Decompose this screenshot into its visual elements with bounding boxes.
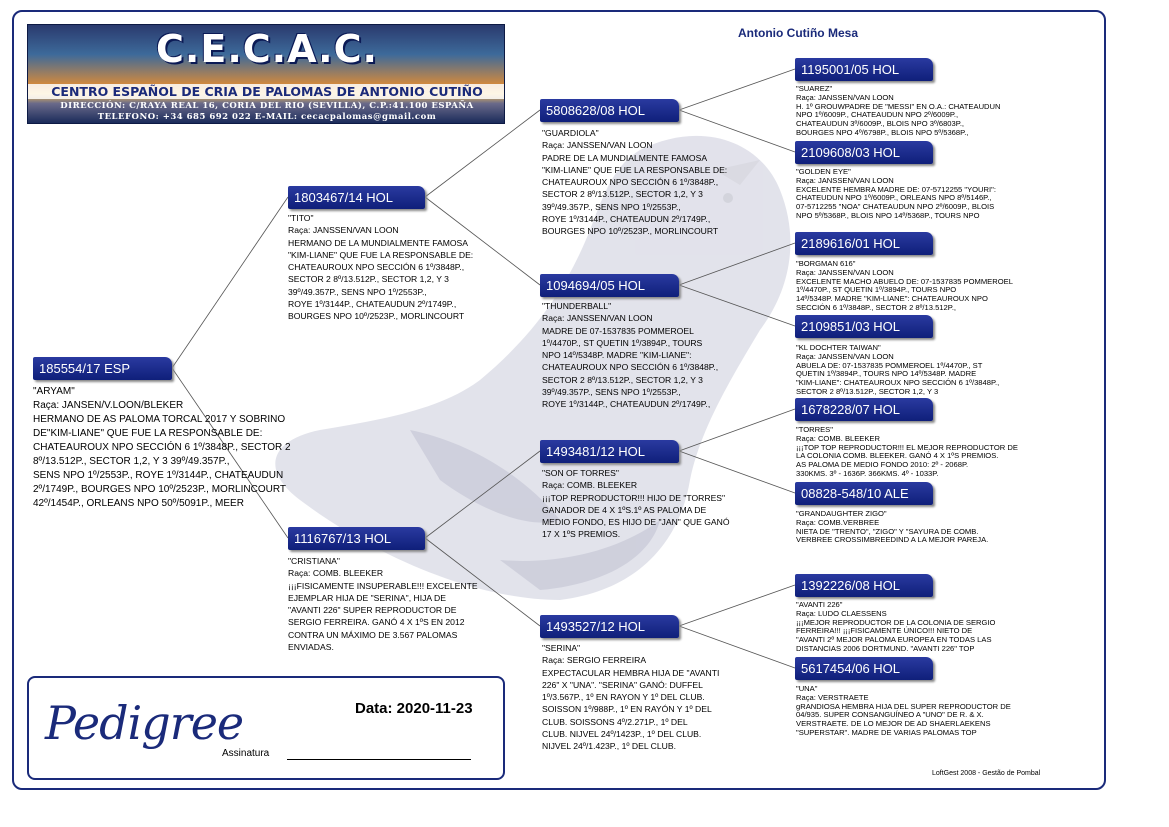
info-line: ROYE 1º/3144P., CHATEAUDUN 2º/1749P., (542, 399, 711, 410)
info-line: 17 X 1ºS PREMIOS. (542, 529, 621, 540)
info-line: "SON OF TORRES" (542, 468, 619, 478)
info-line: Raça: JANSSEN/VAN LOON (542, 313, 653, 324)
info-line: Raça: JANSSEN/VAN LOON (542, 140, 653, 151)
signature-line[interactable] (287, 759, 471, 760)
pigeon-info-dss (796, 426, 1018, 479)
pigeon-ring-sds[interactable]: 2189616/01 HOL (795, 232, 933, 255)
info-line: "THUNDERBALL" (542, 301, 612, 311)
info-line: CLUB. SOISSONS 4º/2.271P., 1º DEL (542, 716, 688, 727)
info-line: 04/935. SUPER CONSANGUÍNEO A "UNO" DE R. & X. (796, 710, 984, 720)
info-line: NIETA DE "TRENTO", "ZIGO" Y "SAYURA DE COMB. (796, 526, 979, 536)
info-line: EXPECTACULAR HEMBRA HIJA DE "AVANTI (542, 667, 720, 678)
info-line: SENS NPO 1º/2553P., ROYE 1º/3144P., CHATEAUDUN (33, 470, 284, 481)
pigeon-info-sd (542, 300, 718, 411)
info-line: CHATEAUROUX NPO SECCIÓN 6 1º/3848P., (542, 362, 719, 373)
info-line: "TORRES" (796, 425, 833, 434)
info-line: SERGIO FERREIRA. GANÓ 4 X 1ºS EN 2012 (288, 617, 465, 628)
pigeon-info-sire (288, 212, 473, 323)
info-line: "SERINA" (542, 643, 581, 653)
pigeon-ring-sss[interactable]: 1195001/05 HOL (795, 58, 933, 81)
banner-subtitle: CENTRO ESPAÑOL DE CRIA DE PALOMAS DE ANTONIO CUTIÑO (28, 84, 505, 99)
info-line: "KIM-LIANE" QUE FUE LA RESPONSABLE DE: (288, 249, 474, 260)
info-line: ¡¡¡FISICAMENTE INSUPERABLE!!! EXCELENTE (288, 580, 478, 591)
info-line: CHATEAUDUN 3º/6009P., BLOIS NPO 3º/6803P., (796, 119, 965, 129)
info-line: Raça: JANSSEN/VAN LOON (796, 92, 894, 102)
info-line: gRANDIOSA HEMBRA HIJA DEL SUPER REPRODUCTOR DE (796, 701, 1011, 711)
info-line: ABUELA DE: 07-1537835 POMMEROEL 1º/4470P., ST (796, 360, 983, 370)
info-line: ¡¡¡TOP TOP REPRODUCTOR!!! EL MEJOR REPRODUCTOR DE (796, 442, 1018, 452)
pigeon-ring-ssd[interactable]: 2109608/03 HOL (795, 141, 933, 164)
info-line: "TITO" (288, 213, 314, 223)
info-line: SECTOR 2 8º/13.512P., SECTOR 1,2, Y 3 (542, 374, 703, 385)
info-line: NPO 1º/6009P., CHATEAUDUN NPO 2º/6009P., (796, 110, 959, 120)
info-line: BOURGES NPO 10º/2523P., MORLINCOURT (542, 226, 719, 237)
info-line: Raça: JANSSEN/VAN LOON (796, 351, 894, 361)
pigeon-ring-ss[interactable]: 5808628/08 HOL (540, 99, 679, 122)
pigeon-info-root (33, 385, 291, 511)
info-line: AS PALOMA DE MEDIO FONDO 2010: 2º - 2068P. (796, 460, 969, 470)
info-line: 2º/1749P., BOURGES NPO 10º/2523P., MORLINCOURT (33, 484, 286, 495)
pedigree-date: Data: 2020-11-23 (355, 700, 473, 717)
info-line: EXCELENTE MACHO ABUELO DE: 07-1537835 POMMEROEL (796, 276, 1013, 286)
info-line: Raça: JANSSEN/VAN LOON (796, 175, 894, 185)
pigeon-info-ds (542, 467, 730, 541)
pigeon-info-sdd (796, 344, 999, 397)
info-line: "SUAREZ" (796, 84, 833, 93)
info-line: ¡¡¡MEJOR REPRODUCTOR DE LA COLONIA DE SERGIO (796, 617, 996, 627)
pigeon-info-dam (288, 555, 478, 653)
pedigree-box (27, 676, 505, 780)
info-line: "SUPERSTAR". MADRE DE VARIAS PALOMAS TOP (796, 727, 977, 737)
info-line: "AVANTI 2º MEJOR PALOMA EUROPEA EN TODAS LAS (796, 635, 992, 645)
info-line: ¡¡¡TOP REPRODUCTOR!!! HIJO DE "TORRES" (542, 492, 726, 503)
info-line: BOURGES NPO 4º/6798P., BLOIS NPO 5º/5368P., (796, 127, 969, 137)
info-line: CHATEAUROUX NPO SECCIÓN 6 1º/3848P., SECTOR 2 (33, 442, 291, 453)
info-line: HERMANO DE AS PALOMA TORCAL 2017 Y SOBRINO (33, 414, 286, 425)
pedigree-logo: Pedigree (45, 696, 244, 750)
pigeon-ring-dds[interactable]: 1392226/08 HOL (795, 574, 933, 597)
pigeon-ring-ds[interactable]: 1493481/12 HOL (540, 440, 679, 463)
info-line: "AVANTI 226" SUPER REPRODUCTOR DE (288, 605, 457, 616)
info-line: 39º/49.357P., SENS NPO 1º/2553P., (542, 387, 681, 398)
info-line: Raça: LUDO CLAESSENS (796, 608, 887, 618)
info-line: ROYE 1º/3144P., CHATEAUDUN 2º/1749P., (288, 299, 457, 310)
pigeon-info-dds (796, 601, 995, 654)
pigeon-ring-root[interactable]: 185554/17 ESP (33, 357, 172, 380)
info-line: ENVIADAS. (288, 642, 334, 653)
info-line: VERSTRAETE. DE LO MEJOR DE AD SHAERLAEKENS (796, 719, 991, 729)
info-line: FERREIRA!!! ¡¡¡FISICAMENTE ÚNICO!!! NIETO DE (796, 626, 973, 636)
pigeon-ring-ddd[interactable]: 5617454/06 HOL (795, 657, 933, 680)
info-line: Raça: VERSTRAETE (796, 692, 869, 702)
info-line: NPO 14º/5348P. MADRE "KIM-LIANE": (542, 350, 692, 361)
info-line: 39º/49.357P., SENS NPO 1º/2553P., (288, 286, 427, 297)
pigeon-info-sds (796, 260, 1013, 313)
info-line: 07-5712255 "NOA" CHATEAUDUN NPO 2º/6009P., BLOIS (796, 202, 995, 212)
info-line: Raça: COMB. BLEEKER (796, 433, 880, 443)
info-line: BOURGES NPO 10º/2523P., MORLINCOURT (288, 311, 465, 322)
pigeon-info-ddd (796, 685, 1011, 738)
info-line: CHATEAUROUX NPO SECCIÓN 6 1º/3848P., (542, 177, 719, 188)
info-line: "KL DOCHTER TAIWAN" (796, 343, 881, 352)
pigeon-ring-sire[interactable]: 1803467/14 HOL (288, 186, 425, 209)
pigeon-ring-dd[interactable]: 1493527/12 HOL (540, 615, 679, 638)
info-line: Raça: COMB.VERBREE (796, 517, 880, 527)
info-line: SECTOR 2 8º/13.512P., SECTOR 1,2, Y 3 (288, 274, 449, 285)
info-line: "KIM-LIANE" QUE FUE LA RESPONSABLE DE: (542, 164, 728, 175)
pigeon-info-dsd (796, 510, 988, 545)
info-line: MEDIO FONDO, ES HIJO DE "JAN" QUE GANÓ (542, 517, 730, 528)
info-line: 226" X "UNA". "SERINA" GANÓ: DUFFEL (542, 679, 703, 690)
info-line: Raça: COMB. BLEEKER (542, 480, 638, 491)
pigeon-info-sss (796, 85, 1001, 138)
club-banner (27, 24, 505, 124)
info-line: SOISSON 1º/988P., 1º EN RAYÓN Y 1º DEL (542, 704, 712, 715)
info-line: 1º/4470P., ST QUETIN 1º/3894P., TOURS (542, 337, 703, 348)
pigeon-ring-sdd[interactable]: 2109851/03 HOL (795, 315, 933, 338)
info-line: NPO 5º/5368P., BLOIS NPO 14º/5368P., TOURS NPO (796, 210, 980, 220)
info-line: CHATEUDUN NPO 1º/6009P., ORLEANS NPO 8º/5146P., (796, 193, 992, 203)
info-line: EJEMPLAR HIJA DE "SERINA", HIJA DE (288, 592, 446, 603)
info-line: 42º/1454P., ORLEANS NPO 50º/5091P., MEER (33, 498, 244, 509)
info-line: "GRANDAUGHTER ZIGO" (796, 509, 887, 518)
pigeon-ring-sd[interactable]: 1094694/05 HOL (540, 274, 679, 297)
info-line: ROYE 1º/3144P., CHATEAUDUN 2º/1749P., (542, 214, 711, 225)
info-line: Raça: JANSEN/V.LOON/BLEKER (33, 400, 184, 411)
info-line: LA COLONIA COMB. BLEEKER. GANÓ 4 X 1ºS PREMIOS. (796, 451, 999, 461)
info-line: Raça: COMB. BLEEKER (288, 568, 384, 579)
owner-name: Antonio Cutiño Mesa (738, 26, 858, 40)
info-line: GANADOR DE 4 X 1ºS.1º AS PALOMA DE (542, 504, 707, 515)
info-line: CLUB. NIJVEL 24º/1423P., 1º DEL CLUB. (542, 729, 702, 740)
info-line: "GOLDEN EYE" (796, 167, 851, 176)
info-line: DISTANCIAS 2006 DORTMUND. "AVANTI 226" TOP (796, 643, 975, 653)
info-line: "KIM-LIANE": CHATEAUROUX NPO SECCIÓN 6 1º/3848P., (796, 378, 1000, 388)
info-line: HERMANO DE LA MUNDIALMENTE FAMOSA (288, 237, 469, 248)
info-line: "ARYAM" (33, 386, 75, 397)
banner-title: C.E.C.A.C. (156, 27, 378, 71)
pigeon-ring-dss[interactable]: 1678228/07 HOL (795, 398, 933, 421)
info-line: "CRISTIANA" (288, 556, 340, 566)
info-line: CONTRA UN MÁXIMO DE 3.567 PALOMAS (288, 629, 458, 640)
pigeon-info-ssd (796, 168, 996, 221)
info-line: "BORGMAN 616" (796, 259, 856, 268)
info-line: "GUARDIOLA" (542, 128, 599, 138)
pigeon-ring-dam[interactable]: 1116767/13 HOL (288, 527, 425, 550)
signature-label: Assinatura (222, 748, 270, 759)
info-line: 1º/3.567P., 1º EN RAYON Y 1º DEL CLUB. (542, 692, 705, 703)
info-line: DE"KIM-LIANE" QUE FUE LA RESPONSABLE DE: (33, 428, 263, 439)
info-line: 1º/4470P., ST QUETIN 1º/3894P., TOURS NPO (796, 285, 957, 295)
info-line: "UNA" (796, 684, 818, 693)
info-line: 8º/13.512P., SECTOR 1,2, Y 3 39º/49.357P., (33, 456, 230, 467)
info-line: EXCELENTE HEMBRA MADRE DE: 07-5712255 "YOURI": (796, 184, 996, 194)
info-line: Raça: JANSSEN/VAN LOON (796, 267, 894, 277)
info-line: Raça: SERGIO FERREIRA (542, 655, 647, 666)
pigeon-info-ss (542, 127, 727, 238)
info-line: SECTOR 2 8º/13.512P., SECTOR 1,2, Y 3 (542, 189, 703, 200)
banner-address: DIRECCIÓN: C/RAYA REAL 16, CORIA DEL RIO (SEVILLA), C.P.:41.100 ESPAÑA (60, 101, 474, 111)
info-line: Raça: JANSSEN/VAN LOON (288, 225, 399, 236)
info-line: "AVANTI 226" (796, 600, 843, 609)
info-line: 330KMS. 3º - 1636P. 366KMS. 4º - 1033P. (796, 468, 939, 478)
software-footer: LoftGest 2008 - Gestão de Pombal (932, 770, 1041, 777)
info-line: H. 1º GROUWPADRE DE "MESSI" EN O.A.: CHATEAUDUN (796, 101, 1001, 111)
info-line: PADRE DE LA MUNDIALMENTE FAMOSA (542, 152, 708, 163)
info-line: SECTOR 2 8º/13.512P., SECTOR 1,2, Y 3 (796, 386, 939, 396)
info-line: QUETIN 1º/3894P., TOURS NPO 14º/5348P. MADRE (796, 369, 977, 379)
pigeon-info-dd (542, 642, 719, 753)
banner-contact: TELEFONO: +34 685 692 022 E-MAIL: cecacpalomas@gmail.com (97, 112, 437, 122)
info-line: VERBREE CROSSIMBREEDIND A LA MEJOR PAREJA. (796, 535, 989, 545)
info-line: SECCIÓN 6 1º/3848P., SECTOR 2 8º/13.512P., (796, 302, 957, 312)
info-line: 39º/49.357P., SENS NPO 1º/2553P., (542, 201, 681, 212)
info-line: NIJVEL 24º/1.423P., 1º DEL CLUB. (542, 741, 676, 752)
pigeon-ring-dsd[interactable]: 08828-548/10 ALE (795, 482, 933, 505)
info-line: MADRE DE 07-1537835 POMMEROEL (542, 325, 694, 336)
info-line: 14º/5348P. MADRE "KIM-LIANE": CHATEAUROUX NPO (796, 294, 988, 304)
info-line: CHATEAUROUX NPO SECCIÓN 6 1º/3848P., (288, 262, 465, 273)
